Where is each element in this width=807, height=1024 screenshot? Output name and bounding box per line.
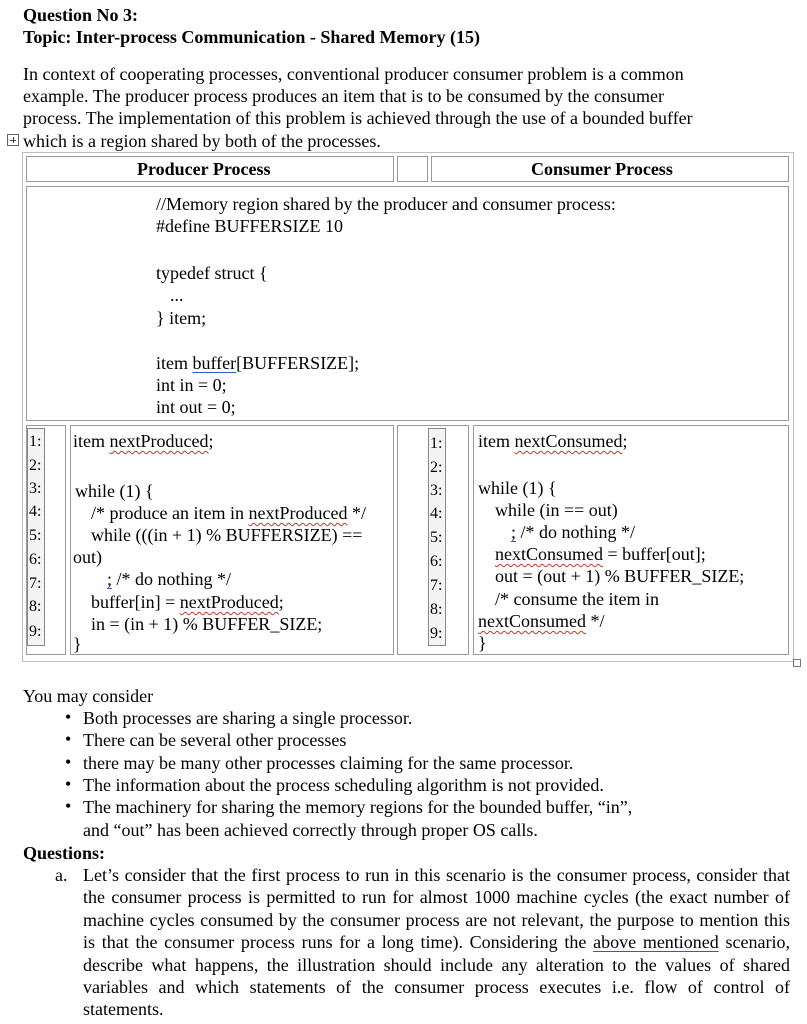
producer-line-2: while (1) {	[75, 481, 154, 501]
bullet-5: •	[65, 796, 72, 816]
producer-line-6: ; /* do nothing */	[107, 569, 232, 589]
bullet-3: •	[65, 752, 72, 772]
intro-line-4: which is a region shared by both of the processes.	[23, 131, 381, 151]
consider-item-1: Both processes are sharing a single processor.	[83, 708, 413, 728]
questions-title: Questions:	[23, 843, 106, 863]
consumer-header: Consumer Process	[531, 159, 673, 179]
bullet-2: •	[65, 729, 72, 749]
consumer-line-5: nextConsumed = buffer[out];	[495, 544, 706, 564]
consumer-line-4: ; /* do nothing */	[511, 522, 636, 542]
question-a-marker: a.	[55, 865, 68, 885]
shared-memory-cell	[26, 186, 789, 421]
consumer-line-8: nextConsumed */	[478, 611, 605, 631]
shared-out-decl: int out = 0;	[156, 397, 236, 417]
question-number: Question No 3:	[23, 5, 139, 25]
producer-header: Producer Process	[137, 159, 271, 179]
question-a-text: Let’s consider that the first process to run in this scenario is the consumer process, consider that the consumer process is permitted to run for almost 1000 machine cycles (the exact number of machine cycles consumed by the consumer process are not relevant, the purpose to mention this is that the consumer process runs for a long time). Considering the above mentioned scenario, describe what happens, the illustration should include any alteration to the values of shared variables and which statements of the consumer process executes i.e. flow of control of statements.	[83, 865, 790, 1020]
consider-item-5: The machinery for sharing the memory regions for the bounded buffer, “in”,	[83, 797, 633, 817]
consumer-line-7: /* consume the item in	[495, 589, 659, 609]
shared-buffer-decl: item buffer[BUFFERSIZE];	[156, 353, 360, 373]
consider-item-5-cont: and “out” has been achieved correctly through proper OS calls.	[83, 820, 538, 840]
producer-line-5: out)	[73, 547, 102, 567]
intro-line-2: example. The producer process produces an item that is to be consumed by the consumer	[23, 86, 664, 106]
consumer-line-9: }	[478, 633, 487, 653]
question-topic: Topic: Inter-process Communication - Shared Memory (15)	[23, 27, 480, 47]
shared-define: #define BUFFERSIZE 10	[156, 216, 343, 236]
producer-line-numbers: 1: 2: 3: 4: 5: 6: 7: 8: 9:	[27, 428, 45, 646]
bullet-4: •	[65, 774, 72, 794]
header-spacer-cell	[397, 156, 428, 182]
bullet-1: •	[65, 707, 72, 727]
producer-line-1: item nextProduced;	[73, 431, 214, 451]
table-resize-handle[interactable]	[793, 659, 801, 667]
consider-item-3: there may be many other processes claiming for the same processor.	[83, 753, 574, 773]
table-move-handle-icon[interactable]	[7, 134, 19, 146]
consumer-line-3: while (in == out)	[495, 500, 618, 520]
consumer-line-1: item nextConsumed;	[478, 431, 628, 451]
shared-ellipsis: ...	[170, 285, 184, 305]
shared-comment: //Memory region shared by the producer and consumer process:	[156, 194, 616, 214]
consumer-line-2: while (1) {	[478, 478, 557, 498]
shared-struct-end: } item;	[156, 308, 207, 328]
consider-title: You may consider	[23, 686, 154, 706]
shared-in-decl: int in = 0;	[156, 375, 227, 395]
producer-line-3: /* produce an item in nextProduced */	[91, 503, 366, 523]
intro-line-1: In context of cooperating processes, conventional producer consumer problem is a common	[23, 64, 684, 84]
consumer-line-6: out = (out + 1) % BUFFER_SIZE;	[495, 566, 745, 586]
producer-line-9: }	[73, 634, 82, 654]
consumer-line-numbers: 1: 2: 3: 4: 5: 6: 7: 8: 9:	[428, 428, 446, 646]
producer-line-7: buffer[in] = nextProduced;	[91, 592, 284, 612]
consider-item-4: The information about the process scheduling algorithm is not provided.	[83, 775, 604, 795]
shared-typedef: typedef struct {	[156, 263, 268, 283]
intro-line-3: process. The implementation of this problem is achieved through the use of a bounded buffer	[23, 108, 693, 128]
consider-item-2: There can be several other processes	[83, 730, 347, 750]
producer-line-8: in = (in + 1) % BUFFER_SIZE;	[91, 614, 323, 634]
producer-line-4: while (((in + 1) % BUFFERSIZE) ==	[91, 525, 363, 545]
